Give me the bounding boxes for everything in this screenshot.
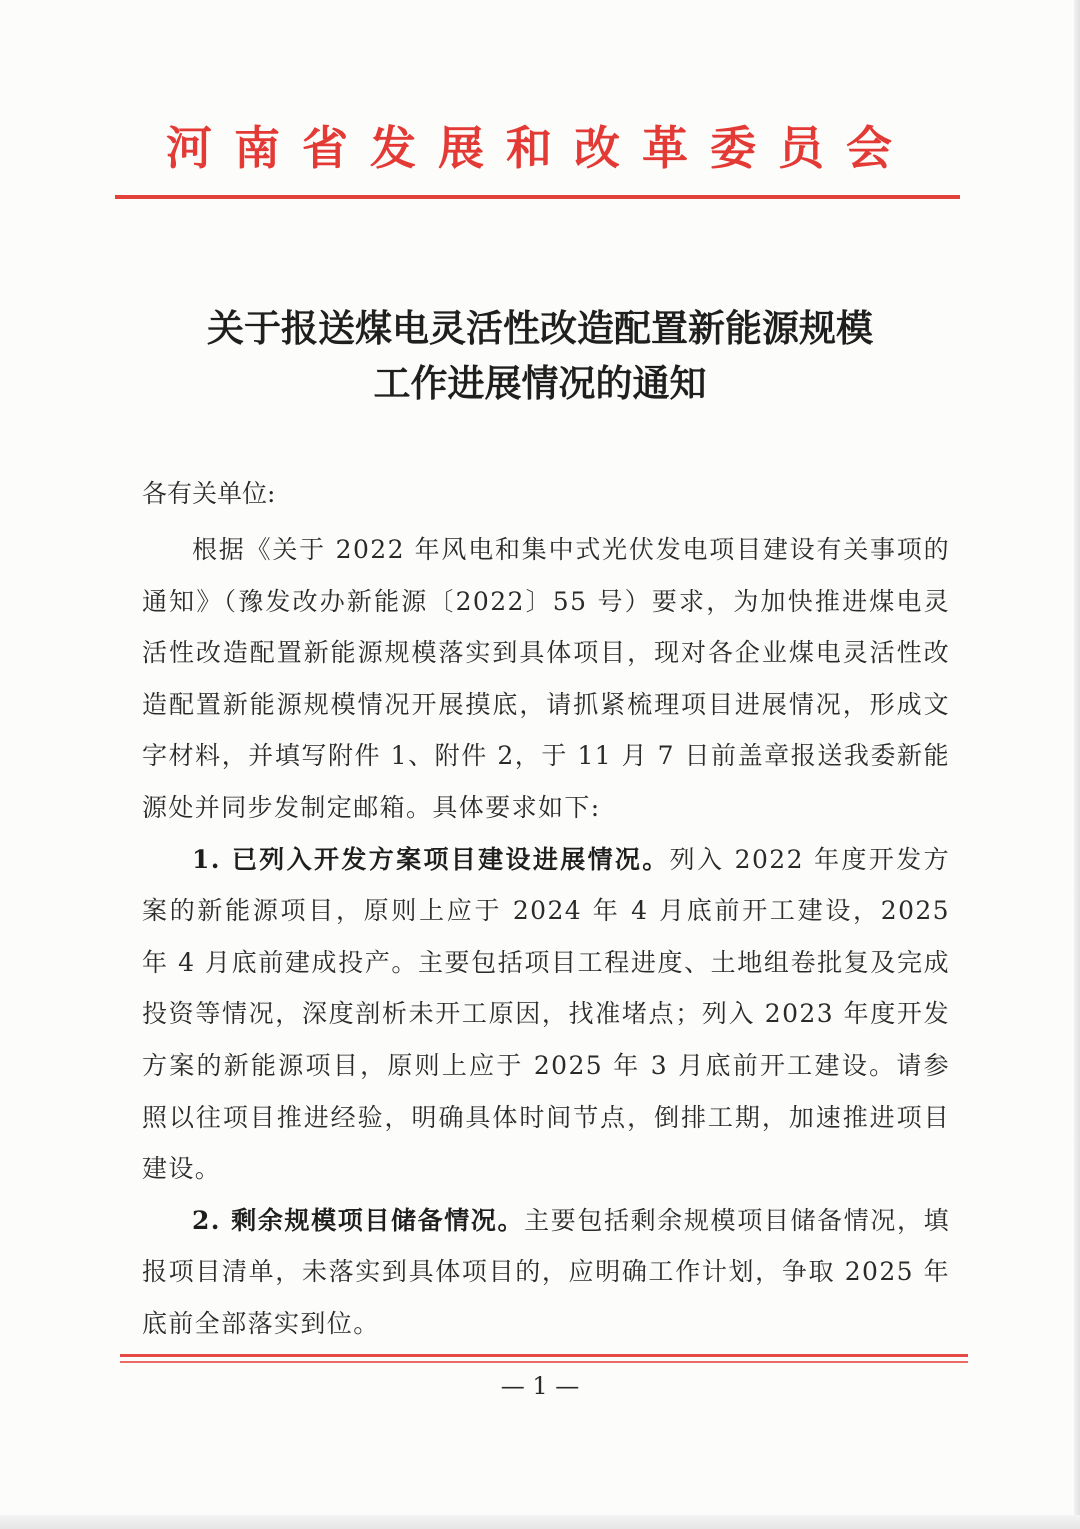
paragraph-item-1 <box>142 834 950 1195</box>
page-number: — 1 — <box>500 1372 580 1400</box>
issuing-organization-header: 河南省发展和改革委员会 <box>166 121 914 175</box>
paragraph-item-2-text: 主要包括剩余规模项目储备情况，填报项目清单，未落实到具体项目的，应明确工作计划，争取 2025 年底前全部落实到位。 <box>142 1205 950 1338</box>
footer-red-rule-thin <box>120 1361 968 1363</box>
document-title-line-2: 工作进展情况的通知 <box>373 361 707 405</box>
scan-edge-right <box>1074 0 1080 1529</box>
document-body <box>142 524 950 1350</box>
paragraph-item-2 <box>142 1195 950 1350</box>
paragraph-intro-text: 根据《关于 2022 年风电和集中式光伏发电项目建设有关事项的通知》（豫发改办新能源〔2022〕55 号）要求，为加快推进煤电灵活性改造配置新能源规模落实到具体项目，现对各企业煤电灵活性改造配置新能源规模情况开展摸底，请抓紧梳理项目进展情况，形成文字材料，并填写附件 1、附件 2，于 11 月 7 日前盖章报送我委新能源处并同步发制定邮箱。具体要求如下: <box>142 535 950 822</box>
paragraph-intro <box>142 524 950 834</box>
footer-red-rule <box>120 1354 968 1357</box>
paragraph-item-2-heading: 2. 剩余规模项目储备情况。 <box>192 1205 525 1235</box>
header-red-rule <box>115 195 960 199</box>
paragraph-item-1-heading: 1. 已列入开发方案项目建设进展情况。 <box>192 844 670 874</box>
document-title-line-1: 关于报送煤电灵活性改造配置新能源规模 <box>207 306 873 350</box>
salutation: 各有关单位: <box>142 479 276 508</box>
scan-edge-bottom <box>0 1515 1080 1529</box>
paragraph-item-1-text: 列入 2022 年度开发方案的新能源项目，原则上应于 2024 年 4 月底前开工建设，2025 年 4 月底前建成投产。主要包括项目工程进度、土地组卷批复及完成投资等情况，深度剖析未开工原因，找准堵点；列入 2023 年度开发方案的新能源项目，原则上应于 2025 年 3 月底前开工建设。请参照以往项目推进经验，明确具体时间节点，倒排工期，加速推进项目建设。 <box>142 844 950 1184</box>
